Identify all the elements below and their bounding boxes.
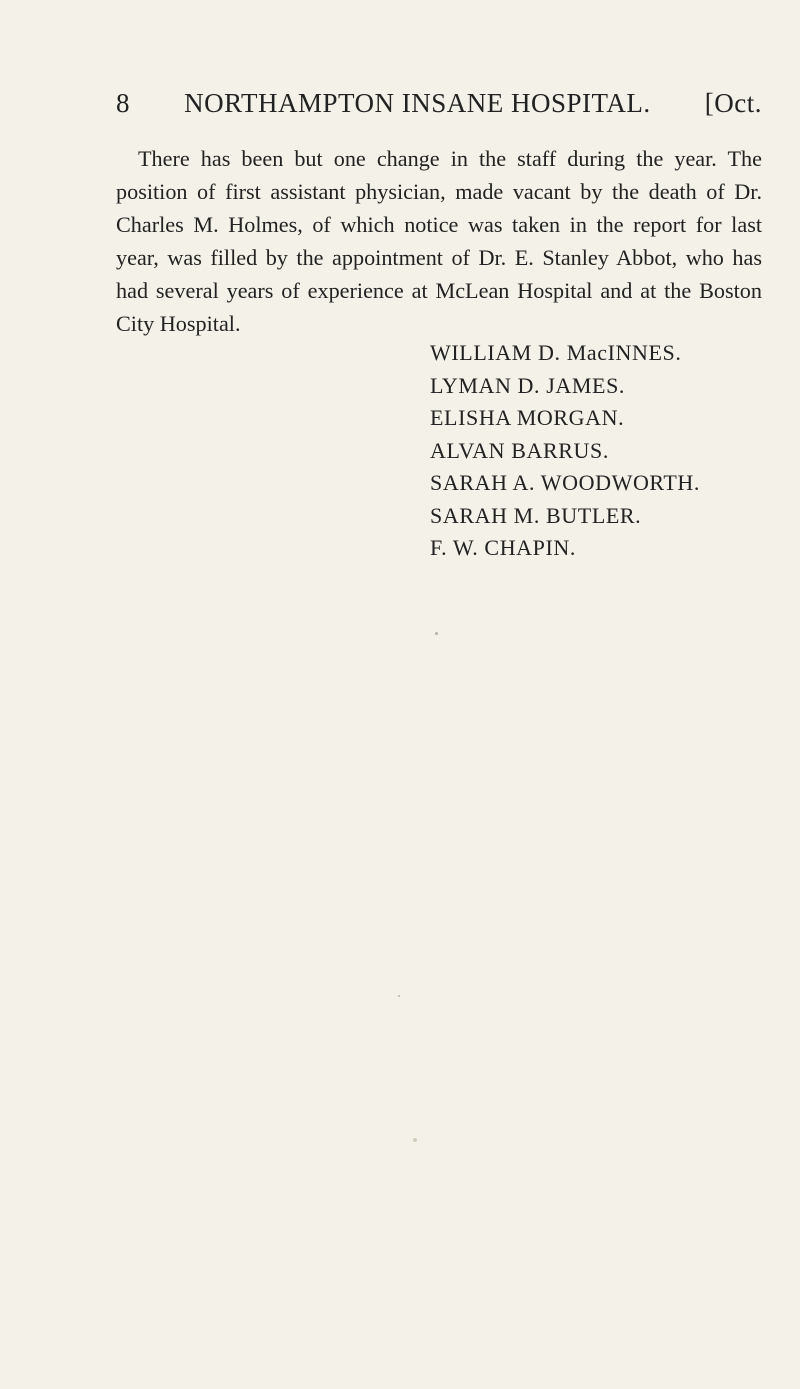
paper-speck: [413, 1138, 417, 1142]
signatory-name: WILLIAM D. MacINNES.: [430, 340, 682, 365]
signatory-list: [430, 337, 700, 565]
signatory-name: SARAH A. WOODWORTH.: [430, 470, 701, 495]
paper-speck: [398, 995, 400, 997]
page-number: 8: [116, 88, 130, 118]
running-title: NORTHAMPTON INSANE HOSPITAL.: [184, 88, 651, 118]
signatory-name: SARAH M. BUTLER.: [430, 502, 642, 528]
running-header: [116, 88, 762, 119]
signatory-name: ELISHA MORGAN.: [430, 405, 625, 430]
body-paragraph: There has been but one change in the staff during the year. The position of first assistant physician, made vacant by the death of Dr. Charles M. Holmes, of which notice was taken in the report for last year, was filled by the appointment of Dr. E. Stanley Abbot, who has had several years of experience at McLean Hospital and at the Boston City Hospital.: [116, 146, 762, 336]
signatory-name: F. W. CHAPIN.: [430, 535, 577, 560]
paper-speck: [435, 632, 438, 635]
date-abbrev: [Oct.: [704, 88, 762, 118]
signatory-name: LYMAN D. JAMES.: [430, 372, 626, 398]
signatory-name: ALVAN BARRUS.: [430, 437, 609, 463]
